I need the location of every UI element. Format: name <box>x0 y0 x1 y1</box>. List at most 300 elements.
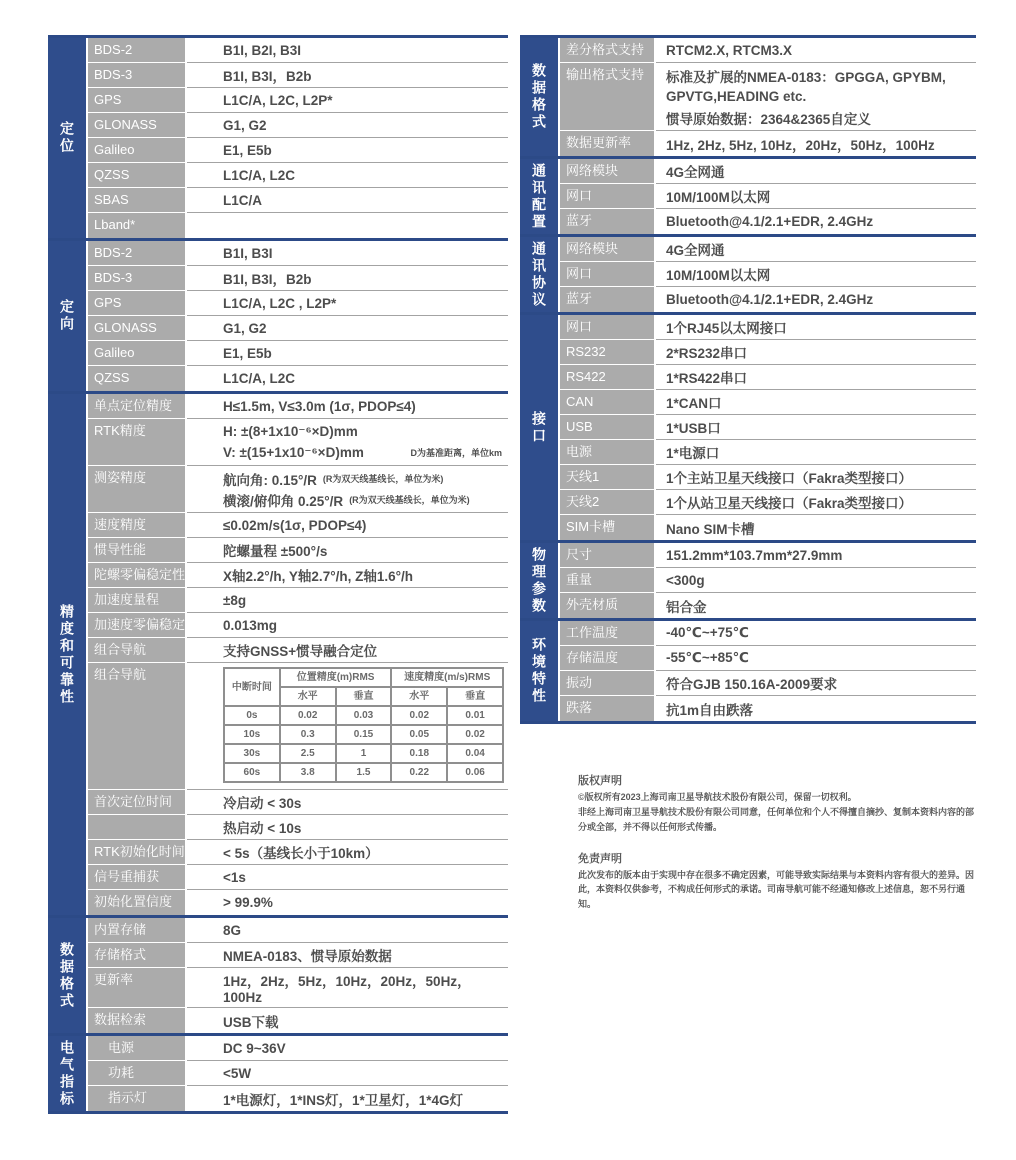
spec-value <box>656 287 976 312</box>
spec-row <box>560 262 976 287</box>
spec-label: 数据更新率 <box>560 131 654 156</box>
spec-label: 尺寸 <box>560 543 654 568</box>
spec-value-text: < 5s（基线长小于10km） <box>223 846 379 861</box>
spec-value <box>187 88 508 113</box>
spec-label: BDS-3 <box>88 266 185 291</box>
spec-value-text: E1, E5b <box>223 142 272 158</box>
spec-label: 电源 <box>88 1036 185 1061</box>
spec-label: 存储温度 <box>560 646 654 671</box>
spec-label: GLONASS <box>88 316 185 341</box>
spec-value <box>656 465 976 490</box>
spec-label: 蓝牙 <box>560 209 654 234</box>
spec-row <box>88 394 508 419</box>
spec-label: 组合导航 <box>88 663 185 790</box>
ins-table-cell: 0.18 <box>391 744 447 763</box>
spec-label: 天线2 <box>560 490 654 515</box>
spec-row <box>88 840 508 865</box>
spec-value <box>656 490 976 515</box>
spec-value-text: 8G <box>223 922 242 938</box>
spec-row <box>88 163 508 188</box>
ins-table-sub-header: 垂直 <box>447 687 503 706</box>
spec-value <box>187 968 508 1008</box>
spec-value-text: 1Hz, 2Hz, 5Hz, 10Hz，20Hz，50Hz，100Hz <box>666 137 935 153</box>
section-sidebar <box>48 38 86 238</box>
spec-value-text: 1个主站卫星天线接口（Fakra类型接口） <box>666 471 913 486</box>
ins-table-sub-header: 水平 <box>280 687 336 706</box>
spec-label: 测姿精度 <box>88 466 185 513</box>
spec-row <box>88 241 508 266</box>
legal-notices <box>578 772 982 912</box>
ins-table-cell: 0.22 <box>391 763 447 782</box>
spec-value <box>656 131 976 156</box>
spec-label: 指示灯 <box>88 1086 185 1111</box>
spec-row <box>560 465 976 490</box>
ins-table-cell: 0.05 <box>391 725 447 744</box>
spec-label: 信号重捕获 <box>88 865 185 890</box>
spec-label: 首次定位时间 <box>88 790 185 815</box>
spec-row <box>88 1061 508 1086</box>
spec-row <box>88 291 508 316</box>
spec-label: 内置存储 <box>88 918 185 943</box>
spec-row <box>88 968 508 1008</box>
spec-label: 外壳材质 <box>560 593 654 618</box>
spec-label: BDS-3 <box>88 63 185 88</box>
spec-row <box>88 538 508 563</box>
spec-label: 更新率 <box>88 968 185 1008</box>
spec-value <box>656 237 976 262</box>
ins-table-cell: 0.02 <box>280 706 336 725</box>
spec-value <box>187 419 508 466</box>
spec-value <box>187 1061 508 1086</box>
spec-value-text: 151.2mm*103.7mm*27.9mm <box>666 547 843 563</box>
spec-value-text: B1I, B3I <box>223 245 273 261</box>
spec-value <box>187 790 508 815</box>
spec-label: 初始化置信度 <box>88 890 185 915</box>
spec-value-text: USB下载 <box>223 1014 279 1030</box>
ins-table-cell: 0.3 <box>280 725 336 744</box>
spec-row <box>88 63 508 88</box>
spec-value-line <box>223 468 504 489</box>
spec-value-text: 4G全网通 <box>666 243 725 258</box>
spec-value <box>656 568 976 593</box>
spec-label: Galileo <box>88 138 185 163</box>
spec-row <box>88 1008 508 1033</box>
spec-value <box>656 593 976 618</box>
spec-label: 组合导航 <box>88 638 185 663</box>
ins-table-cell: 0.04 <box>447 744 503 763</box>
spec-value-text: L1C/A, L2C <box>223 371 296 386</box>
spec-value-text: 冷启动 < 30s <box>223 796 302 811</box>
spec-value-text: 铝合金 <box>666 599 707 615</box>
spec-label: 网口 <box>560 184 654 209</box>
spec-value <box>187 1086 508 1111</box>
copyright-notice <box>578 772 982 835</box>
spec-value <box>187 213 508 238</box>
spec-label: 电源 <box>560 440 654 465</box>
section-title: 定向 <box>59 299 75 333</box>
spec-value-text: > 99.9% <box>223 895 273 910</box>
spec-value-text: 1个RJ45以太网接口 <box>666 321 787 336</box>
spec-row <box>560 415 976 440</box>
spec-value <box>656 159 976 184</box>
spec-value <box>656 63 976 131</box>
spec-row <box>560 365 976 390</box>
spec-label: 蓝牙 <box>560 287 654 312</box>
copyright-title: 版权声明 <box>578 775 622 787</box>
spec-label: 惯导性能 <box>88 538 185 563</box>
spec-value-text: GPVTG,HEADING etc. <box>666 89 807 104</box>
spec-row <box>88 88 508 113</box>
spec-label: 跌落 <box>560 696 654 721</box>
spec-label: RS232 <box>560 340 654 365</box>
spec-label: 输出格式支持 <box>560 63 654 131</box>
spec-value-text: L1C/A, L2C , L2P* <box>223 295 337 311</box>
disclaimer-title: 免责声明 <box>578 852 622 865</box>
spec-value-text: B1I, B3I，B2b <box>223 69 312 84</box>
spec-value-text: G1, G2 <box>223 320 267 336</box>
spec-label: Lband* <box>88 213 185 238</box>
spec-row <box>560 621 976 646</box>
section-environment <box>520 618 976 724</box>
spec-label: 加速度零偏稳定性 <box>88 613 185 638</box>
ins-table-cell: 0.01 <box>447 706 503 725</box>
spec-value-note: D为基准距离，单位km <box>410 448 502 458</box>
ins-table-cell: 30s <box>224 744 280 763</box>
section-sidebar <box>520 315 558 540</box>
spec-value <box>187 466 508 513</box>
spec-label: BDS-2 <box>88 38 185 63</box>
spec-row <box>88 918 508 943</box>
spec-value <box>656 515 976 540</box>
spec-value <box>656 262 976 287</box>
spec-value-text: B1I, B2I, B3I <box>223 42 302 58</box>
ins-table-group-header: 位置精度(m)RMS <box>280 668 392 687</box>
ins-table-row <box>224 725 503 744</box>
spec-row <box>88 38 508 63</box>
ins-table-corner-header: 中断时间 <box>224 668 280 706</box>
section-sidebar <box>520 543 558 618</box>
spec-row <box>88 865 508 890</box>
spec-value <box>187 638 508 663</box>
spec-label <box>88 815 185 840</box>
spec-value <box>187 188 508 213</box>
section-title: 电气指标 <box>59 1039 75 1108</box>
spec-value <box>187 538 508 563</box>
ins-table-cell: 0.15 <box>336 725 392 744</box>
section-sidebar <box>48 394 86 915</box>
spec-value <box>187 890 508 915</box>
spec-label: 天线1 <box>560 465 654 490</box>
spec-value <box>187 163 508 188</box>
spec-value <box>656 390 976 415</box>
spec-value <box>656 543 976 568</box>
spec-value <box>656 671 976 696</box>
spec-value <box>187 918 508 943</box>
spec-label: 网络模块 <box>560 237 654 262</box>
spec-value <box>187 663 508 790</box>
spec-value-text: 4G全网通 <box>666 165 725 180</box>
left-spec-table <box>48 35 508 1114</box>
ins-table-row <box>224 706 503 725</box>
spec-value <box>656 696 976 721</box>
spec-row <box>88 113 508 138</box>
spec-row <box>88 341 508 366</box>
spec-value-text: DC 9~36V <box>223 1040 286 1056</box>
spec-row <box>88 1086 508 1111</box>
ins-table-group-header: 速度精度(m/s)RMS <box>391 668 503 687</box>
spec-value-text: 1*USB口 <box>666 421 721 436</box>
spec-label: RTK初始化时间 <box>88 840 185 865</box>
spec-row <box>88 613 508 638</box>
spec-value-text: 1个从站卫星天线接口（Fakra类型接口） <box>666 496 913 511</box>
section-data-format-left <box>48 915 508 1033</box>
spec-value <box>187 366 508 391</box>
section-heading <box>48 238 508 391</box>
spec-value-text: <300g <box>666 572 705 588</box>
spec-row <box>88 513 508 538</box>
spec-value <box>656 440 976 465</box>
spec-value <box>187 1008 508 1033</box>
spec-row <box>560 315 976 340</box>
spec-row <box>560 490 976 515</box>
copyright-paragraph: 非经上海司南卫星导航技术股份有限公司同意，任何单位和个人不得擅自摘抄、复制本资料内容的部分或全部，并不得以任何形式传播。 <box>578 806 975 832</box>
spec-value <box>656 365 976 390</box>
spec-value-text: L1C/A <box>223 192 263 208</box>
spec-label: GPS <box>88 88 185 113</box>
spec-value <box>187 1036 508 1061</box>
ins-table-cell: 0.06 <box>447 763 503 782</box>
disclaimer-paragraph: 此次发布的版本由于实现中存在很多不确定因素，可能导致实际结果与本资料内容有很大的差异。因此，本资料仅供参考，不构成任何形式的承诺。司南导航可能不经通知修改上述信息，恕不另行通知。 <box>578 869 975 910</box>
ins-table-cell: 2.5 <box>280 744 336 763</box>
spec-value-text: E1, E5b <box>223 345 272 361</box>
ins-table-cell: 0.02 <box>447 725 503 744</box>
spec-label: Galileo <box>88 341 185 366</box>
spec-value-text: 1Hz，2Hz，5Hz，10Hz，20Hz，50Hz，100Hz <box>223 974 471 1005</box>
spec-value <box>187 291 508 316</box>
spec-row <box>560 696 976 721</box>
spec-row <box>88 588 508 613</box>
spec-value-line <box>223 421 504 442</box>
section-title: 环境特性 <box>531 637 547 705</box>
section-title: 精度和可靠性 <box>59 603 75 706</box>
spec-value <box>656 415 976 440</box>
spec-row <box>88 943 508 968</box>
spec-value <box>187 38 508 63</box>
spec-row <box>560 287 976 312</box>
spec-value-line <box>666 107 972 128</box>
spec-row <box>88 213 508 238</box>
spec-value <box>187 588 508 613</box>
spec-label: CAN <box>560 390 654 415</box>
spec-label: QZSS <box>88 163 185 188</box>
spec-value-text: RTCM2.X, RTCM3.X <box>666 42 793 58</box>
spec-value-text: -40℃~+75℃ <box>666 625 749 640</box>
section-title: 通讯配置 <box>531 162 547 231</box>
section-sidebar <box>520 159 558 234</box>
section-positioning <box>48 35 508 238</box>
spec-label: SBAS <box>88 188 185 213</box>
section-sidebar <box>48 918 86 1033</box>
spec-row <box>88 815 508 840</box>
spec-value-text: ±8g <box>223 592 247 608</box>
spec-value-text: L1C/A, L2C <box>223 167 296 183</box>
spec-value <box>187 865 508 890</box>
spec-label: QZSS <box>88 366 185 391</box>
spec-value <box>187 943 508 968</box>
spec-value-line <box>666 65 972 86</box>
section-sidebar <box>48 1036 86 1111</box>
spec-value <box>187 63 508 88</box>
spec-label: SIM卡槽 <box>560 515 654 540</box>
spec-value-line <box>223 442 504 463</box>
spec-value <box>656 621 976 646</box>
spec-value <box>656 184 976 209</box>
spec-value <box>656 209 976 234</box>
spec-value-text: X轴2.2°/h, Y轴2.7°/h, Z轴1.6°/h <box>223 569 414 584</box>
spec-row <box>88 890 508 915</box>
spec-row <box>88 366 508 391</box>
spec-value-text: 航向角: 0.15°/R <box>223 472 317 488</box>
spec-value-text: 1*RS422串口 <box>666 371 748 386</box>
section-title: 通讯协议 <box>531 240 547 309</box>
spec-value-text: L1C/A, L2C, L2P* <box>223 92 333 108</box>
spec-value-text: 1*电源灯，1*INS灯，1*卫星灯，1*4G灯 <box>223 1092 464 1108</box>
section-title: 物理参数 <box>531 546 547 615</box>
ins-accuracy-table <box>223 667 504 783</box>
spec-label: 存储格式 <box>88 943 185 968</box>
spec-label: USB <box>560 415 654 440</box>
section-sidebar <box>48 241 86 391</box>
spec-row <box>88 638 508 663</box>
spec-row <box>560 159 976 184</box>
spec-label: GPS <box>88 291 185 316</box>
spec-value-text: 1*CAN口 <box>666 396 722 411</box>
section-electrical <box>48 1033 508 1114</box>
spec-value-text: <5W <box>223 1065 252 1081</box>
spec-value-text: H≤1.5m, V≤3.0m (1σ, PDOP≤4) <box>223 398 416 414</box>
spec-row <box>560 131 976 156</box>
spec-value-text: 支持GNSS+惯导融合定位 <box>223 644 378 659</box>
spec-value-text: 抗1m自由跌落 <box>666 702 754 718</box>
spec-row <box>560 543 976 568</box>
spec-value-text: 10M/100M以太网 <box>666 190 771 205</box>
ins-table-cell: 10s <box>224 725 280 744</box>
ins-table-cell: 60s <box>224 763 280 782</box>
spec-value-text: NMEA-0183、惯导原始数据 <box>223 949 392 964</box>
spec-value-text: 横滚/俯仰角 0.25°/R <box>223 493 344 509</box>
section-data-format-right <box>520 35 976 156</box>
spec-row <box>560 209 976 234</box>
section-comm-protocol <box>520 234 976 312</box>
copyright-paragraph: ©版权所有2023上海司南卫星导航技术股份有限公司，保留一切权利。 <box>578 792 857 802</box>
spec-value-text: 符合GJB 150.16A-2009要求 <box>666 677 838 692</box>
spec-row <box>88 1036 508 1061</box>
spec-label: 网口 <box>560 315 654 340</box>
spec-value <box>187 341 508 366</box>
spec-label: 速度精度 <box>88 513 185 538</box>
spec-label: RTK精度 <box>88 419 185 466</box>
spec-label: 重量 <box>560 568 654 593</box>
spec-value-note: (R为双天线基线长，单位为米) <box>349 495 470 505</box>
spec-value <box>187 138 508 163</box>
spec-label: 网络模块 <box>560 159 654 184</box>
section-physical <box>520 540 976 618</box>
spec-value <box>187 563 508 588</box>
spec-value-text: 0.013mg <box>223 617 278 633</box>
spec-row <box>560 593 976 618</box>
spec-row <box>88 266 508 291</box>
spec-value-text: 1*电源口 <box>666 446 720 461</box>
spec-row <box>560 390 976 415</box>
ins-table-cell: 0s <box>224 706 280 725</box>
spec-value <box>187 394 508 419</box>
spec-label: GLONASS <box>88 113 185 138</box>
spec-label: BDS-2 <box>88 241 185 266</box>
spec-value <box>187 613 508 638</box>
spec-row <box>88 790 508 815</box>
spec-value-note: (R为双天线基线长，单位为米) <box>322 474 444 484</box>
ins-table-row <box>224 763 503 782</box>
spec-value-text: G1, G2 <box>223 117 267 133</box>
spec-value-text: H: ±(8+1x10⁻⁶×D)mm <box>223 423 358 439</box>
spec-label: 单点定位精度 <box>88 394 185 419</box>
spec-value <box>187 316 508 341</box>
spec-row <box>560 38 976 63</box>
spec-row <box>560 646 976 671</box>
spec-value-text: Bluetooth@4.1/2.1+EDR, 2.4GHz <box>666 292 874 307</box>
spec-value <box>656 646 976 671</box>
spec-value <box>187 513 508 538</box>
spec-value-text: V: ±(15+1x10⁻⁶×D)mm <box>223 444 364 460</box>
spec-value-line <box>666 86 972 107</box>
section-title: 数据格式 <box>531 63 547 131</box>
section-accuracy-reliability <box>48 391 508 915</box>
spec-row <box>560 671 976 696</box>
spec-value <box>187 266 508 291</box>
spec-value <box>187 840 508 865</box>
spec-value <box>656 315 976 340</box>
spec-value <box>656 38 976 63</box>
ins-table-sub-header: 水平 <box>391 687 447 706</box>
spec-label: 工作温度 <box>560 621 654 646</box>
spec-label: 差分格式支持 <box>560 38 654 63</box>
spec-value-text: -55℃~+85℃ <box>666 650 749 665</box>
spec-value <box>656 340 976 365</box>
spec-value-text: 10M/100M以太网 <box>666 268 771 283</box>
disclaimer-notice <box>578 850 982 913</box>
ins-table-row <box>224 744 503 763</box>
spec-value-text: Nano SIM卡槽 <box>666 521 755 537</box>
spec-row <box>560 237 976 262</box>
spec-value-line <box>223 489 504 510</box>
spec-label: 振动 <box>560 671 654 696</box>
spec-value-text: 2*RS232串口 <box>666 346 748 361</box>
spec-value-text: B1I, B3I，B2b <box>223 272 312 287</box>
spec-value-text: 惯导原始数据：2364&2365自定义 <box>666 111 871 127</box>
section-title: 定位 <box>59 121 75 155</box>
spec-row <box>88 138 508 163</box>
spec-row <box>88 316 508 341</box>
spec-label: 数据检索 <box>88 1008 185 1033</box>
section-interfaces <box>520 312 976 540</box>
section-title: 数据格式 <box>59 941 75 1010</box>
spec-value <box>187 241 508 266</box>
section-sidebar <box>520 237 558 312</box>
spec-label: 功耗 <box>88 1061 185 1086</box>
section-sidebar <box>520 621 558 721</box>
spec-row <box>88 466 508 513</box>
spec-value-text: ≤0.02m/s(1σ, PDOP≤4) <box>223 517 367 533</box>
